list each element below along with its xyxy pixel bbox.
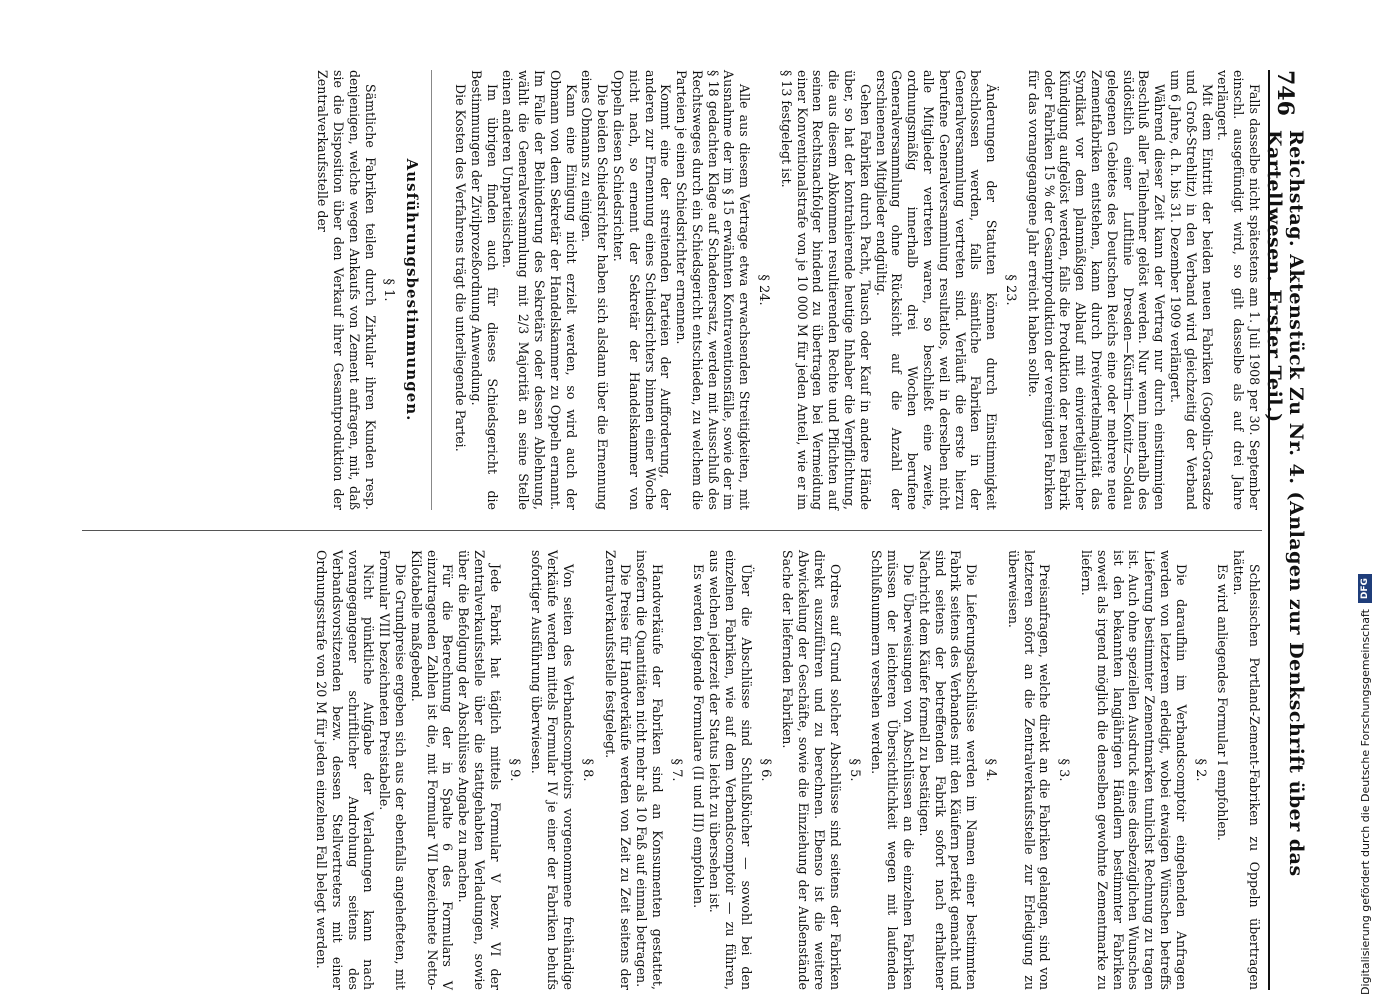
paragraph: Preisanfragen, welche direkt an die Fabriken gelangen, sind von letzteren sofort an die Zentralverkaufsstelle zur Erledigung zu überweisen. — [1005, 550, 1053, 990]
section-heading: Ausführungsbestimmungen. — [403, 70, 432, 510]
section-number: § 9. — [506, 758, 522, 782]
section-number: § 6. — [757, 758, 773, 782]
paragraph: Gehen Fabriken durch Pacht, Tausch oder Kauf in andere Hände über, so hat der kontrahierende heutige Inhaber die Verpflichtung, die aus diesem Abkommen resultierenden Rechte und Pflichten auf seinen Rechtsnachfolger bindend zu übertragen bei Vermeidung einer Konventionalstrafe von je 10 000 M für jeden Anteil, wie er im § 13 festgelegt ist. — [778, 70, 873, 510]
paragraph: Die Preise für Handverkäufe werden von Zeit zu Zeit seitens der Zentralverkaufsstelle festgelegt. — [602, 550, 634, 990]
paragraph: Nicht pünktliche Aufgabe der Verladungen kann nach vorangegangener schriftlicher Androhung seitens des Verbandsvorsitzenden bezw. dessen Stellvertreters mit einer Ordnungsstrafe von 20 M für jeden einzelnen Fall belegt werden. — [313, 550, 377, 990]
column-divider — [82, 530, 1262, 531]
section-number: § 2. — [1192, 758, 1208, 782]
paragraph: Ordres auf Grund solcher Abschlüsse sind seitens der Fabriken direkt auszuführen und zu berechnen. Ebenso ist die weitere Abwickelung der Geschäfte, sowie die Einziehung der Außenstände Sache der liefernden Fabriken. — [780, 550, 843, 990]
paragraph: Kommt eine der streitenden Parteien der Aufforderung, der anderen zur Ernennung eines Schiedsrichters binnen einer Woche nicht nach, so ernennt der Sekretär der Handelskammer von Oppeln diesen Schiedsrichter. — [610, 70, 674, 510]
section-number: § 4. — [983, 758, 999, 782]
paragraph: Die Grundpreise ergeben sich aus der ebenfalls angehefteten, mit Formular VIII bezeichneten Preistabelle. — [377, 550, 408, 990]
paragraph: Die Überweisungen von Abschlüssen an die einzelnen Fabriken müssen der leichteren Übersichtlichkeit wegen mit laufenden Schlußnummern versehen werden. — [869, 550, 917, 990]
section-number: § 7. — [668, 758, 684, 782]
paragraph: Über die Abschlüsse sind Schlußbücher — sowohl bei den einzelnen Fabriken, wie auf dem Verbandscomptoir — zu führen, aus welchen jederzeit der Status leicht zu übersehen ist. — [707, 550, 754, 990]
section-number: § 5. — [846, 758, 862, 782]
page-title: Reichstag. Aktenstück Zu Nr. 4. (Anlagen zur Denkschrift über das Kartellwesen. Erster Teil.) — [1263, 129, 1307, 877]
paragraph: Es wird anliegendes Formular I empfohlen. — [1215, 564, 1231, 841]
dfg-logo: DFG — [1358, 574, 1372, 603]
paragraph: Jede Fabrik hat täglich mittels Formular V bezw. VI der Zentralverkaufsstelle über die stattgehabten Verladungen, sowie über die Befolgung der Abschlüsse Angabe zu machen. — [456, 550, 503, 990]
paragraph: Falls dasselbe nicht spätestens am 1. Juli 1908 per 30. September einschl. ausgefündigt wird, so gilt dasselbe als auf drei Jahre verlängert. — [1215, 70, 1262, 510]
page-number: 746 — [1272, 70, 1298, 116]
paragraph: Für die Berechnung der in Spalte 6 des Formulars V einzutragenden Zahlen ist die, mit Formular VII bezeichnete Netto-Kilotabelle maßgebend. — [408, 550, 456, 990]
paragraph: Sämtliche Fabriken teilen durch Zirkular ihren Kunden resp. denjenigen, welche wegen Ankaufs von Zement anfragen, mit, daß sie die Disposition über den Verkauf ihrer Gesamtproduktion der Zentralverkaufsstelle der — [315, 70, 378, 510]
paragraph: Handverkäufe der Fabriken sind an Konsumenten gestattet, insofern die Quantitäten nicht mehr als 10 Faß auf einmal betragen. — [634, 550, 665, 990]
section-number: § 3. — [1056, 758, 1072, 782]
left-column — [72, 70, 1262, 510]
paragraph: Die daraufhin im Verbandscomptoir eingehenden Anfragen werden von letzterem erledigt, wobei etwaigen Wünschen betreffs Lieferung bestimmter Zementmarken tunlichst Rechnung zu tragen ist. Auch ohne speziellen Ausdruck eines diesbezüglichen Wunsches ist den bekannten langjährigen Händlern bestimmter Fabriken soweit als irgend möglich die denselben gewohnte Zementmarke zu liefern. — [1079, 550, 1189, 990]
paragraph: Es werden folgende Formulare (II und III) empfohlen. — [691, 564, 707, 909]
page-header — [1263, 70, 1307, 990]
paragraph: Kann eine Einigung nicht erzielt werden, so wird auch der Obmann von dem Sekretär der Handelskammer zu Oppeln ernannt. Im Falle der Behinderung des Sekretärs oder dessen Ablehnung, wählt die Generalversammlung mit 2/3 Majorität an seine Stelle einen anderen Unparteiischen. — [500, 70, 579, 510]
paragraph: Die Lieferungsabschlüsse werden im Namen einer bestimmten Fabrik seitens des Verbandes mit den Käufern perfekt gemacht und sind seitens der betreffenden Fabrik sofort nach erhaltener Nachricht dem Käufer formell zu bestätigen. — [916, 550, 980, 990]
paragraph: Von seiten des Verbandscomptoirs vorgenommene freihändige Verkäufe werden mittels Formular IV je einer der Fabriken behufs sofortiger Ausführung überwiesen. — [529, 550, 576, 990]
section-number: § 23. — [1003, 274, 1019, 306]
paragraph: Die beiden Schiedsrichter haben sich alsdann über die Ernennung eines Obmanns zu einigen. — [579, 70, 611, 510]
funding-caption-text: Digitalisierung gefördert durch die Deutsche Forschungsgemeinschaft — [1358, 609, 1372, 995]
paragraph: Alle aus diesem Vertrage etwa erwachsenden Streitigkeiten, mit Ausnahme der im § 15 erwähnten Kontraventionsfälle, sowie der im § 18 gedachten Klage auf Schadenersatz, werden mit Ausschluß des Rechtsweges durch ein Schiedsgericht entschieden, zu welchem die Parteien je einen Schiedsrichter ernennen. — [674, 70, 753, 510]
section-number: § 24. — [756, 274, 772, 306]
paragraph: Während dieser Zeit kann der Vertrag nur durch einstimmigen Beschluß aller Teilnehmer gelöst werden. Nur wenn innerhalb des südöstlich einer Luftlinie Dresden—Küstrin—Konitz—Soldau gelegenen Gebietes des Deutschen Reichs eine oder mehrere neue Zementfabriken entstehen, kann durch Dreiviertelmajorität das Syndikat vor dem planmäßigen Ablauf mit einvierteljährlicher Kündigung aufgelöst werden, falls die Produktion der neuen Fabrik oder Fabriken 15 % der Gesamtproduktion der vereinigten Fabriken für das vorangegangene Jahr erreicht haben sollte. — [1025, 70, 1168, 510]
paragraph: Änderungen der Statuten können durch Einstimmigkeit beschlossen werden, falls sämtliche Fabriken in der Generalversammlung vertreten sind. Verläuft die erste hierzu berufene Generalversammlung resultatlos, weil in derselben nicht alle Mitglieder vertreten waren, so beschließt eine zweite, ordnungsmäßig innerhalb drei Wochen berufene Generalversammlung ohne Rücksicht auf die Anzahl der erschienenen Mitglieder endgültig. — [873, 70, 1000, 510]
funding-caption — [1358, 574, 1372, 995]
paragraph: Mit dem Eintritt der beiden neuen Fabriken (Gogolin-Gorasdze und Groß-Strehlitz) in den Verband wird gleichzeitig der Verband um 6 Jahre, d. h. bis 31. Dezember 1909 verlängert. — [1168, 70, 1215, 510]
paragraph: Im übrigen finden auch für dieses Schiedsgericht die Bestimmungen der Zivilprozeßordnung Anwendung. — [468, 70, 500, 510]
rotated-content — [70, 70, 1307, 990]
right-column — [72, 550, 1262, 990]
section-number: § 8. — [579, 758, 595, 782]
paragraph: Schlesischen Portland-Zement-Fabriken zu Oppeln übertragen hätten. — [1231, 550, 1262, 990]
section-number: § 1. — [381, 278, 397, 302]
paragraph: Die Kosten des Verfahrens trägt die unterliegende Partei. — [452, 84, 468, 452]
